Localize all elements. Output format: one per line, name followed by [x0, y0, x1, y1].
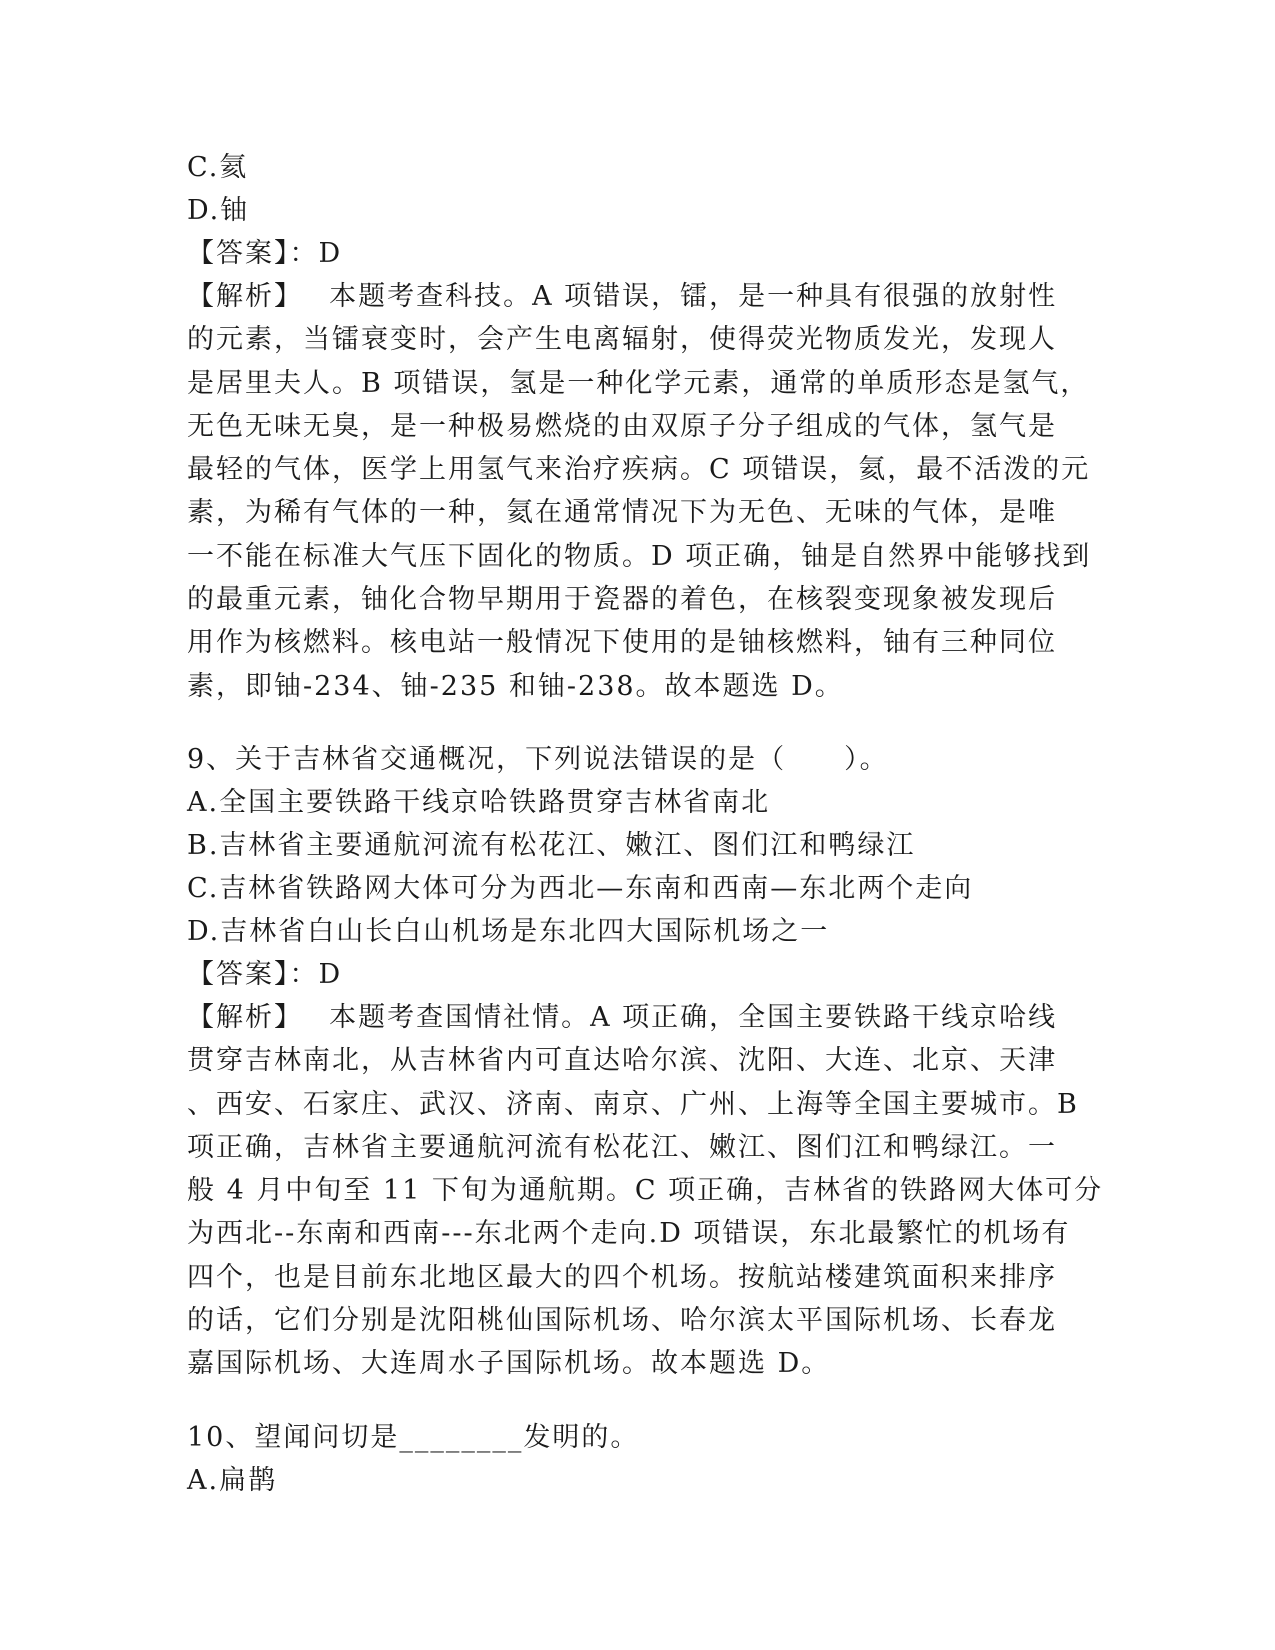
q8-analysis-line: 是居里夫人。B 项错误，氢是一种化学元素，通常的单质形态是氢气，: [187, 367, 1090, 399]
q9-option-c: C.吉林省铁路网大体可分为西北—东南和西南—东北两个走向: [187, 872, 974, 904]
q8-analysis-line: 素，为稀有气体的一种，氦在通常情况下为无色、无味的气体，是唯: [187, 497, 1057, 529]
q8-analysis-line: 无色无味无臭，是一种极易燃烧的由双原子分子组成的气体，氢气是: [187, 410, 1057, 442]
q9-analysis: [187, 996, 1104, 1386]
q8-analysis: [187, 275, 1092, 708]
q9-analysis-line: 的话，它们分别是沈阳桃仙国际机场、哈尔滨太平国际机场、长春龙: [187, 1305, 1057, 1337]
q8-analysis-line: 一不能在标准大气压下固化的物质。D 项正确，铀是自然界中能够找到: [187, 540, 1092, 572]
q8-analysis-line: 的元素，当镭衰变时，会产生电离辐射，使得荧光物质发光，发现人: [187, 324, 1057, 356]
q8-option-c: C.氦: [187, 152, 249, 183]
q9-analysis-line: 【解析】 本题考查国情社情。A 项正确，全国主要铁路干线京哈线: [187, 1001, 1058, 1033]
q9-analysis-line: 四个，也是目前东北地区最大的四个机场。按航站楼建筑面积来排序: [187, 1261, 1057, 1293]
q9-analysis-line: 项正确，吉林省主要通航河流有松花江、嫩江、图们江和鸭绿江。一: [187, 1131, 1057, 1163]
q8-analysis-line: 【解析】 本题考查科技。A 项错误，镭，是一种具有很强的放射性: [187, 281, 1058, 312]
q9-analysis-line: 般 4 月中旬至 11 下旬为通航期。C 项正确，吉林省的铁路网大体可分: [187, 1175, 1104, 1207]
q9-option-d: D.吉林省白山长白山机场是东北四大国际机场之一: [187, 915, 830, 947]
document-page: [187, 146, 1104, 1502]
q10-question: 10、望闻问切是________发明的。: [187, 1421, 640, 1453]
q8-analysis-line: 的最重元素，铀化合物早期用于瓷器的着色，在核裂变现象被发现后: [187, 584, 1057, 616]
q9-analysis-line: 为西北--东南和西南---东北两个走向.D 项错误，东北最繁忙的机场有: [187, 1218, 1071, 1250]
q8-analysis-line: 素，即铀-234、铀-235 和铀-238。故本题选 D。: [187, 670, 844, 702]
q8-analysis-line: 最轻的气体，医学上用氢气来治疗疾病。C 项错误，氦，最不活泼的元: [187, 454, 1091, 486]
q8-option-d: D.铀: [187, 195, 250, 226]
q9-analysis-line: 、西安、石家庄、武汉、济南、南京、广州、上海等全国主要城市。B: [187, 1088, 1079, 1120]
q9-answer: 【答案】：D: [187, 958, 343, 990]
q8-analysis-line: 用作为核燃料。核电站一般情况下使用的是铀核燃料，铀有三种同位: [187, 627, 1057, 659]
q9-option-b: B.吉林省主要通航河流有松花江、嫩江、图们江和鸭绿江: [187, 829, 916, 861]
q9-option-a: A.全国主要铁路干线京哈铁路贯穿吉林省南北: [187, 786, 771, 818]
q9-analysis-line: 贯穿吉林南北，从吉林省内可直达哈尔滨、沈阳、大连、北京、天津: [187, 1045, 1057, 1077]
q9-question: 9、关于吉林省交通概况，下列说法错误的是（ ）。: [187, 743, 889, 775]
q9-analysis-line: 嘉国际机场、大连周水子国际机场。故本题选 D。: [187, 1348, 831, 1380]
q10-option-a: A.扁鹊: [187, 1464, 278, 1496]
q8-answer: 【答案】：D: [187, 238, 343, 269]
